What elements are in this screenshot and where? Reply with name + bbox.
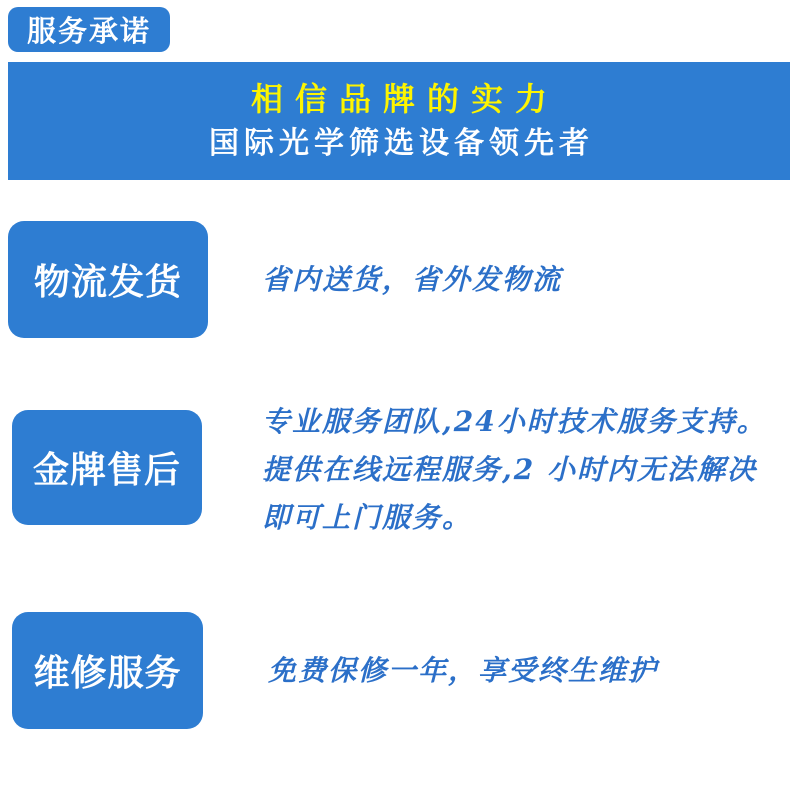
service-desc-line: 即可上门服务。 xyxy=(262,501,473,534)
service-card-aftersales xyxy=(12,410,202,525)
service-card-label: 维修服务 xyxy=(33,652,182,693)
brand-banner xyxy=(8,62,790,180)
service-card-repair xyxy=(12,612,203,729)
service-desc-logistics xyxy=(262,221,562,338)
banner-subtitle: 国际光学筛选设备领先者 xyxy=(209,126,594,162)
service-desc-line: 提供在线远程服务,2 小时内无法解决 xyxy=(262,453,757,486)
service-desc-repair xyxy=(268,612,658,729)
service-card-logistics xyxy=(8,221,208,338)
service-desc-aftersales xyxy=(262,398,767,542)
service-card-label: 金牌售后 xyxy=(32,449,181,490)
section-badge xyxy=(8,7,170,52)
service-desc-line: 省内送货，省外发物流 xyxy=(262,262,563,296)
service-desc-line: 免费保修一年，享受终生维护 xyxy=(268,653,659,687)
banner-title: 相信品牌的实力 xyxy=(250,79,559,118)
service-desc-line: 专业服务团队,24小时技术服务支持。 xyxy=(262,405,767,438)
section-badge-label: 服务承诺 xyxy=(26,16,151,48)
service-card-label: 物流发货 xyxy=(33,261,182,302)
